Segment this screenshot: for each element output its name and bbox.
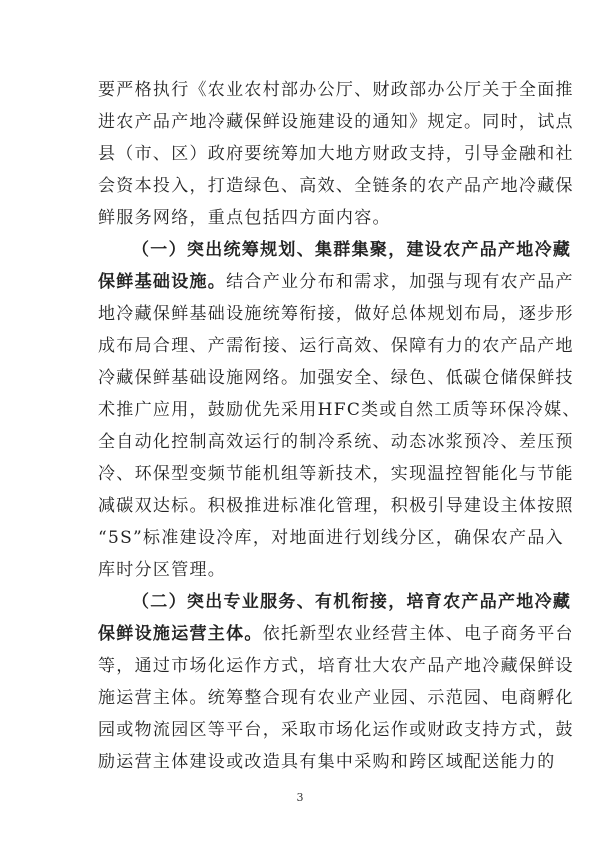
section-heading: （一）突出统筹规划、集群集聚，建设农产品产地冷藏 <box>132 240 572 260</box>
text-fragment: 结合产业分布和需求，加强与现有农产品产 <box>226 272 574 292</box>
page-number: 3 <box>296 791 304 804</box>
text-line: 园或物流园区等平台，采取市场化运作或财政支持方式，鼓 <box>98 720 574 740</box>
text-line <box>98 272 574 292</box>
text-line: 成布局合理、产需衔接、运行高效、保障有力的农产品产地 <box>98 336 574 356</box>
text-line: 地冷藏保鲜基础设施统筹衔接，做好总体规划布局，逐步形 <box>98 304 574 324</box>
text-line: 鲜服务网络，重点包括四方面内容。 <box>98 208 391 228</box>
text-line: 冷藏保鲜基础设施网络。加强安全、绿色、低碳仓储保鲜技 <box>98 368 574 388</box>
section-heading: （二）突出专业服务、有机衔接，培育农产品产地冷藏 <box>132 592 572 612</box>
text-line: 冷、环保型变频节能机组等新技术，实现温控智能化与节能 <box>98 464 574 484</box>
section-heading-continuation: 保鲜基础设施。 <box>98 272 227 292</box>
text-line: 库时分区管理。 <box>98 560 227 580</box>
text-line: “5S”标准建设冷库，对地面进行划线分区，确保农产品入 <box>98 528 564 548</box>
text-line: 等，通过市场化运作方式，培育壮大农产品产地冷藏保鲜设 <box>98 656 574 676</box>
text-line: 术推广应用，鼓励优先采用HFC类或自然工质等环保冷媒、 <box>98 400 581 420</box>
section-heading-continuation: 保鲜设施运营主体。 <box>98 624 263 644</box>
text-line: 县（市、区）政府要统筹加大地方财政支持，引导金融和社 <box>98 144 574 164</box>
text-line: 进农产品产地冷藏保鲜设施建设的通知》规定。同时，试点 <box>98 112 574 132</box>
text-line: 要严格执行《农业农村部办公厅、财政部办公厅关于全面推 <box>98 80 574 100</box>
text-line: 会资本投入，打造绿色、高效、全链条的农产品产地冷藏保 <box>98 176 574 196</box>
text-fragment: 依托新型农业经营主体、电子商务平台 <box>262 624 574 644</box>
text-line <box>98 624 574 644</box>
text-line: 施运营主体。统筹整合现有农业产业园、示范园、电商孵化 <box>98 688 574 708</box>
text-line: 励运营主体建设或改造具有集中采购和跨区域配送能力的 <box>98 752 556 772</box>
text-line: 减碳双达标。积极推进标准化管理，积极引导建设主体按照 <box>98 496 574 516</box>
text-line: 全自动化控制高效运行的制冷系统、动态冰浆预冷、差压预 <box>98 432 574 452</box>
